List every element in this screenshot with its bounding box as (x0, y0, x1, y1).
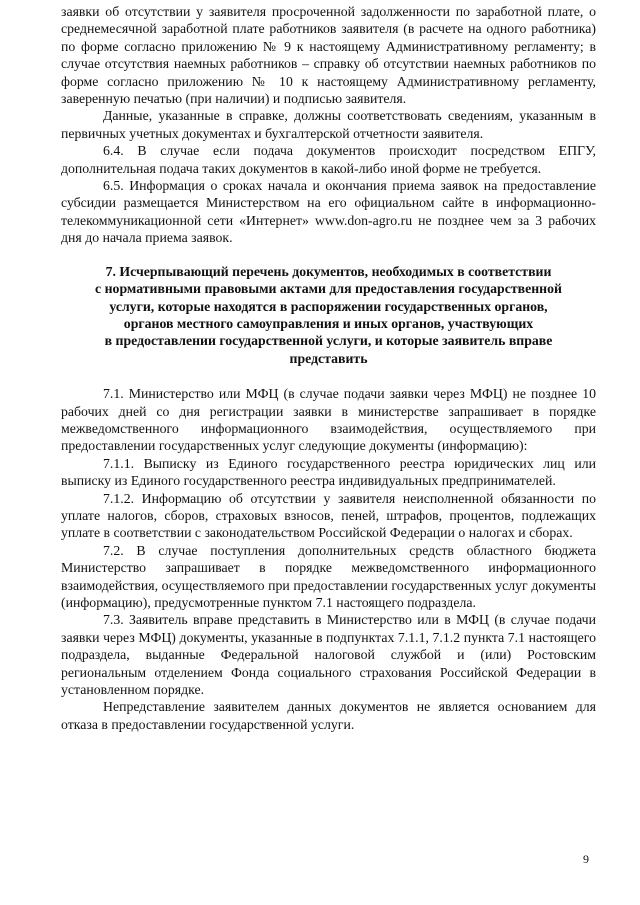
paragraph: 6.4. В случае если подача документов происходит посредством ЕПГУ, дополнительная подача таких документов в какой-либо иной форме не требуется. (61, 143, 596, 176)
paragraph: Непредставление заявителем данных документов не является основанием для отказа в предоставлении государственной услуги. (61, 699, 596, 732)
section-7-heading (61, 263, 596, 367)
heading-line: 7. Исчерпывающий перечень документов, необходимых в соответствии (105, 263, 552, 279)
section-6-continuation (61, 3, 596, 247)
heading-line: органов местного самоуправления и иных органов, участвующих (123, 315, 534, 331)
paragraph: 7.2. В случае поступления дополнительных средств областного бюджета Министерство запрашивает в порядке межведомственного информационного взаимодействия, осуществляемого при предоставлении государственных услуг документы (информацию), предусмотренные пунктом 7.1 настоящего подраздела. (61, 542, 596, 610)
paragraph: Данные, указанные в справке, должны соответствовать сведениям, указанным в первичных учетных документах и бухгалтерской отчетности заявителя. (61, 108, 596, 141)
paragraph: 7.1. Министерство или МФЦ (в случае подачи заявки через МФЦ) не позднее 10 рабочих дней со дня регистрации заявки в министерстве запрашивает в порядке межведомственного информационного взаимодействия, осуществляемого при предоставлении государственных услуг следующие документы (информацию): (61, 386, 596, 454)
paragraph: 6.5. Информация о сроках начала и окончания приема заявок на предоставление субсидии размещается Министерством на его официальном сайте в информационно-телекоммуникационной сети «Интернет» www.don-agro.ru не позднее чем за 3 рабочих дня до начала приема заявок. (61, 178, 596, 246)
page-number: 9 (583, 852, 589, 866)
heading-line: с нормативными правовыми актами для предоставления государственной (95, 281, 562, 297)
paragraph: 7.3. Заявитель вправе представить в Министерство или в МФЦ (в случае подачи заявки через МФЦ) документы, указанные в подпунктах 7.1.1, 7.1.2 пункта 7.1 настоящего подраздела, выданные Федеральной налоговой службой и (или) Ростовским региональным отделением Фонда социального страхования Российской Федерации в установленном порядке. (61, 612, 596, 698)
heading-line: услуги, которые находятся в распоряжении государственных органов, (109, 298, 548, 314)
document-page (61, 3, 596, 733)
section-7-body (61, 385, 596, 733)
paragraph: заявки об отсутствии у заявителя просроченной задолженности по заработной плате, о среднемесячной заработной плате работников заявителя (в расчете на одного работника) по форме согласно приложению № 9 к настоящему Административному регламенту; в случае отсутствия наемных работников – справку об отсутствии наемных работников по форме согласно приложению № 10 к настоящему Административному регламенту, заверенную печатью (при наличии) и подписью заявителя. (61, 4, 596, 107)
heading-line: в предоставлении государственной услуги, и которые заявитель вправе (104, 333, 553, 349)
paragraph: 7.1.2. Информацию об отсутствии у заявителя неисполненной обязанности по уплате налогов, сборов, страховых взносов, пеней, штрафов, процентов, подлежащих уплате в соответствии с законодательством Российской Федерации о налогах и сборах. (61, 490, 596, 541)
paragraph: 7.1.1. Выписку из Единого государственного реестра юридических лиц или выписку из Единого государственного реестра индивидуальных предпринимателей. (61, 455, 596, 489)
heading-line: представить (289, 350, 368, 366)
